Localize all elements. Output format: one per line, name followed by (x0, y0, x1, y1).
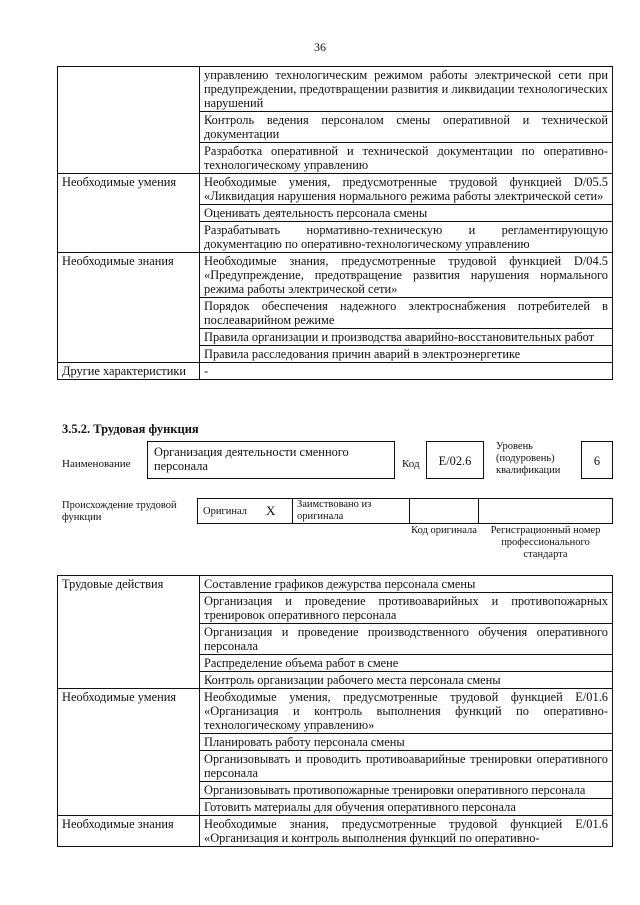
code-value: E/02.6 (438, 454, 472, 468)
table-row (58, 576, 613, 593)
row-description: Необходимые умения, предусмотренные трудовой функцией D/05.5 «Ликвидация нарушения нормального режима работы электрической сети» (200, 174, 613, 205)
code-value-box (426, 441, 484, 479)
row-label: Необходимые знания (58, 253, 200, 363)
row-description: Организовывать и проводить противоаварийные тренировки оперативного персонала (200, 751, 613, 782)
row-description: Организация и проведение противоаварийных и противопожарных тренировок оперативного персонала (200, 593, 613, 624)
level-label: Уровень (подуровень) квалификации (496, 441, 561, 476)
original-code-box (409, 498, 479, 524)
section-title: 3.5.2. Трудовая функция (62, 422, 199, 436)
row-description: Распределение объема работ в смене (200, 655, 613, 672)
table-row (58, 689, 613, 734)
level-value-box (581, 441, 613, 479)
borrowed-label: Заимствовано из оригинала (297, 499, 372, 522)
row-description: Разрабатывать нормативно-техническую и регламентирующую документацию по оперативно-технологическому управлению (200, 222, 613, 253)
row-description: Разработка оперативной и технической документации по оперативно-технологическому управлению (200, 143, 613, 174)
row-description: - (200, 363, 613, 380)
code-label: Код (402, 458, 420, 470)
table-row (58, 363, 613, 380)
row-label: Необходимые умения (58, 689, 200, 816)
code-caption: Код оригинала (411, 525, 477, 536)
row-description: Правила расследования причин аварий в электроэнергетике (200, 346, 613, 363)
borrowed-box (292, 498, 410, 524)
labor-function-table (57, 575, 613, 847)
original-box (197, 498, 293, 524)
table-row (58, 174, 613, 205)
table-row (58, 816, 613, 847)
name-label: Наименование (62, 458, 131, 470)
origin-label: Происхождение трудовой функции (62, 500, 177, 523)
row-description: Контроль ведения персоналом смены оперативной и технической документации (200, 112, 613, 143)
level-value: 6 (593, 454, 601, 468)
name-value: Организация деятельности сменного персонала (154, 445, 349, 473)
reg-caption: Регистрационный номер профессионального стандарта (490, 525, 601, 560)
table-row (58, 67, 613, 112)
row-description: Необходимые знания, предусмотренные трудовой функцией E/01.6 «Организация и контроль выполнения функций по оперативно- (200, 816, 613, 847)
row-label (58, 67, 200, 174)
reg-number-box (478, 498, 613, 524)
row-description: Составление графиков дежурства персонала смены (200, 576, 613, 593)
page-number: 36 (314, 40, 326, 54)
original-mark: X (266, 503, 276, 518)
row-description: Организовывать противопожарные тренировки оперативного персонала (200, 782, 613, 799)
row-description: Контроль организации рабочего места персонала смены (200, 672, 613, 689)
name-value-box (147, 441, 395, 479)
row-description: Необходимые умения, предусмотренные трудовой функцией E/01.6 «Организация и контроль выполнения функций по оперативно-технологическому управлению» (200, 689, 613, 734)
row-description: Планировать работу персонала смены (200, 734, 613, 751)
row-label: Трудовые действия (58, 576, 200, 689)
row-description: управлению технологическим режимом работы электрической сети при предупреждении, предотвращении развития и ликвидации технологических нарушений (200, 67, 613, 112)
row-label: Необходимые умения (58, 174, 200, 253)
row-description: Необходимые знания, предусмотренные трудовой функцией D/04.5 «Предупреждение, предотвращение развития нарушения нормального режима работы электрической сети» (200, 253, 613, 298)
row-label: Необходимые знания (58, 816, 200, 847)
row-description: Готовить материалы для обучения оперативного персонала (200, 799, 613, 816)
row-description: Организация и проведение производственного обучения оперативного персонала (200, 624, 613, 655)
row-label: Другие характеристики (58, 363, 200, 380)
table-row (58, 253, 613, 298)
original-label: Оригинал (203, 506, 247, 517)
row-description: Оценивать деятельность персонала смены (200, 205, 613, 222)
labor-function-table-continued (57, 66, 613, 380)
row-description: Правила организации и производства аварийно-восстановительных работ (200, 329, 613, 346)
row-description: Порядок обеспечения надежного электроснабжения потребителей в послеаварийном режиме (200, 298, 613, 329)
